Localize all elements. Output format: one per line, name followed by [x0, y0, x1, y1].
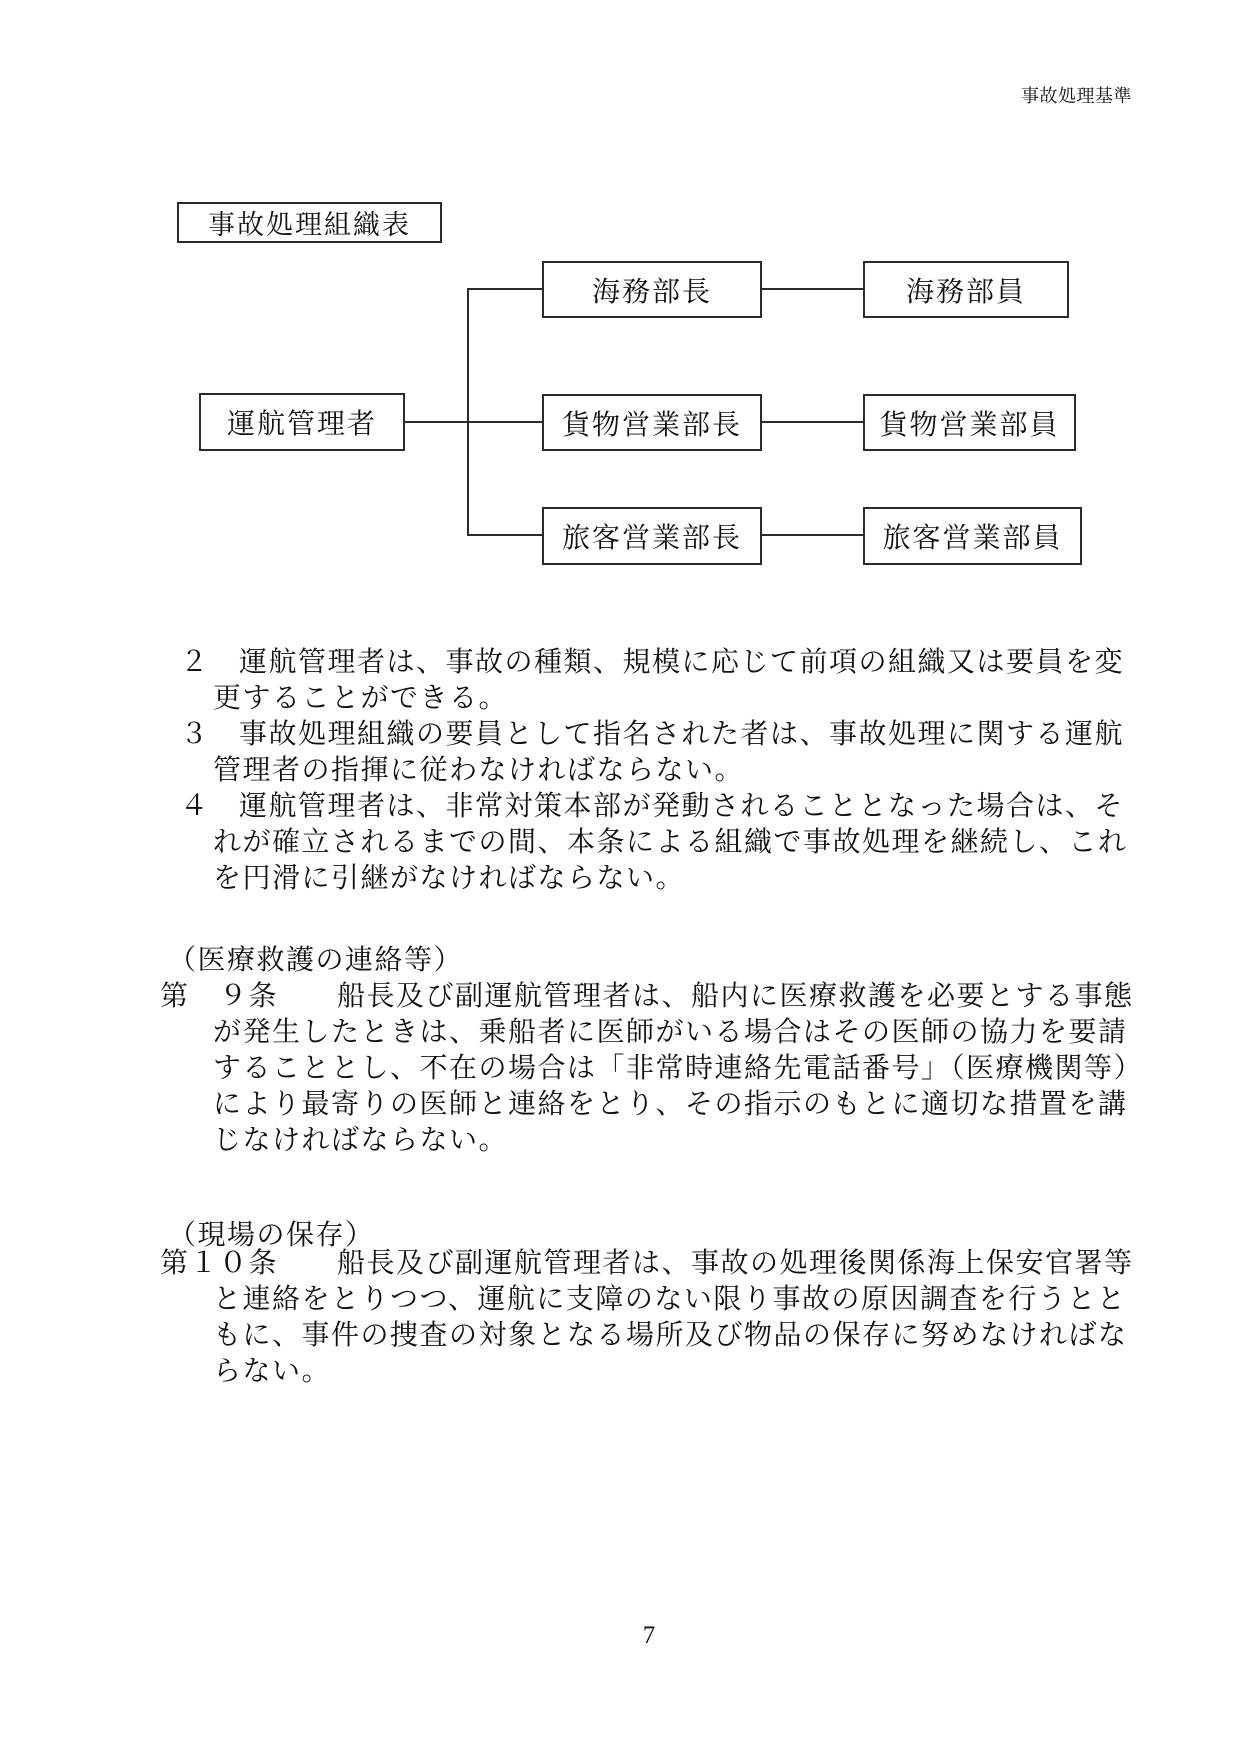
connector-trunk-to-marine-head: [467, 288, 544, 290]
chart-box-marine-head: [542, 261, 762, 318]
chart-box-label: 海務部員: [905, 276, 1026, 308]
article-9-block: [0, 979, 1241, 1159]
chart-box-operations-manager: [199, 393, 405, 451]
chart-box-cargo-head: [542, 394, 762, 451]
chart-box-label: 運航管理者: [226, 409, 377, 440]
article-9-line: が発生したときは、乗船者に医師がいる場合はその医師の協力を要請: [213, 1017, 1128, 1048]
chart-box-label: 貨物営業部長: [561, 409, 742, 441]
clause-2-line: 更することができる。: [213, 683, 509, 714]
section-heading: （現場の保存）: [168, 1220, 375, 1251]
connector-cargo-head-to-member: [762, 421, 863, 423]
chart-box-passenger-member: [863, 507, 1082, 565]
chart-title: 事故処理組織表: [208, 210, 411, 240]
clause-4-line: ４ 運航管理者は、非常対策本部が発動されることとなった場合は、そ: [180, 791, 1125, 822]
chart-box-label: 旅客営業部員: [882, 523, 1063, 554]
connector-root-to-cargo-head: [405, 421, 542, 423]
page-number: 7: [642, 1622, 656, 1649]
article-10-line: と連絡をとりつつ、運航に支障のない限り事故の原因調査を行うとと: [213, 1284, 1127, 1315]
article-9-line: じなければならない。: [213, 1125, 509, 1156]
chart-title-box: [177, 202, 442, 243]
clause-4-line: れが確立されるまでの間、本条による組織で事故処理を継続し、これ: [213, 827, 1128, 858]
article-10-line: 第１０条 船長及び副運航管理者は、事故の処理後関係海上保安官署等: [160, 1248, 1134, 1279]
connector-passenger-head-to-member: [760, 534, 863, 536]
chart-box-label: 旅客営業部長: [561, 523, 742, 554]
section-medical-heading-block: [0, 943, 1241, 979]
chart-box-label: 海務部長: [591, 276, 712, 308]
article-9-line: により最寄りの医師と連絡をとり、その指示のもとに適切な措置を講: [213, 1089, 1128, 1120]
clause-3-line: ３ 事故処理組織の要員として指名された者は、事故処理に関する運航: [180, 719, 1125, 750]
clause-3-line: 管理者の指揮に従わなければならない。: [213, 755, 745, 786]
article-10-line: もに、事件の捜査の対象となる場所及び物品の保存に努めなければな: [213, 1320, 1128, 1351]
clause-4-line: を円滑に引継がなければならない。: [213, 863, 686, 894]
chart-box-label: 貨物営業部員: [879, 409, 1060, 441]
section-heading: （医療救護の連絡等）: [168, 945, 464, 976]
article-9-line: 第 ９条 船長及び副運航管理者は、船内に医療救護を必要とする事態: [160, 981, 1134, 1012]
connector-trunk-to-passenger-head: [467, 534, 544, 536]
article-10-block: [0, 1246, 1241, 1390]
chart-box-passenger-head: [542, 507, 762, 565]
chart-box-cargo-member: [863, 394, 1076, 451]
connector-marine-head-to-member: [762, 288, 863, 290]
clause-2-line: ２ 運航管理者は、事故の種類、規模に応じて前項の組織又は要員を変: [180, 647, 1125, 678]
running-header: 事故処理基準: [1021, 86, 1132, 106]
article-10-line: らない。: [213, 1356, 332, 1387]
connector-trunk-line: [467, 288, 469, 536]
clause-list: [0, 645, 1241, 897]
chart-box-marine-member: [863, 261, 1069, 318]
article-9-line: することとし、不在の場合は「非常時連絡先電話番号」（医療機関等）: [213, 1053, 1144, 1084]
